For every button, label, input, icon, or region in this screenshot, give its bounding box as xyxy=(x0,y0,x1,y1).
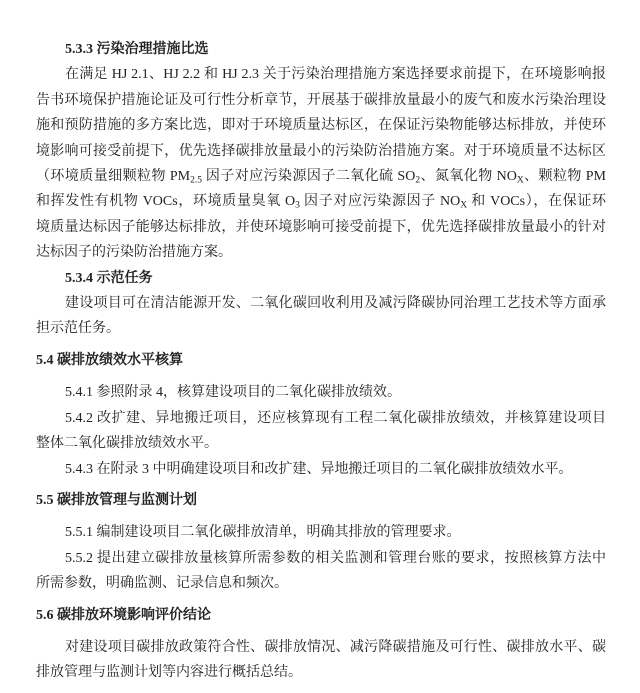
section-heading-5-3-3: 5.3.3 污染治理措施比选 xyxy=(65,42,209,57)
document-content xyxy=(36,37,606,686)
paragraph-line: 达标因子的污染防治措施方案。 xyxy=(36,245,232,261)
section-heading-5-4: 5.4 碳排放绩效水平核算 xyxy=(36,352,183,368)
chemical-subscript: 2 xyxy=(415,175,421,186)
text-segment: 和挥发性有机物 VOCs，环境质量臭氧 O xyxy=(36,194,296,210)
paragraph-line: 告书环境保护措施论证及可行性分析章节，开展基于碳排放量最小的废气和废水污染治理设 xyxy=(36,92,606,108)
paragraph-line-5-4-1: 5.4.1 参照附录 4，核算建设项目的二氧化碳排放绩效。 xyxy=(65,385,401,401)
paragraph-line: 境影响可接受前提下，优先选择碳排放量最小的污染防治措施方案。对于环境质量不达标区 xyxy=(36,143,606,159)
paragraph-line: 境质量达标因子能够达标排放，并使环境影响可接受前提下，优先选择碳排放量最小的针对 xyxy=(36,219,606,235)
paragraph-line: 对建设项目碳排放政策符合性、碳排放情况、减污降碳措施及可行性、碳排放水平、碳 xyxy=(65,639,606,655)
section-heading-5-6: 5.6 碳排放环境影响评价结论 xyxy=(36,607,211,623)
text-segment: 、颗粒物 PM xyxy=(523,169,607,185)
paragraph-line-5-4-3: 5.4.3 在附录 3 中明确建设项目和改扩建、异地搬迁项目的二氧化碳排放绩效水平。 xyxy=(65,461,573,477)
paragraph-line: 施和预防措施的多方案比选，即对于环境质量达标区，在保证污染物能够达标排放，并使环 xyxy=(36,118,606,134)
paragraph-line: 排放管理与监测计划等内容进行概括总结。 xyxy=(36,665,302,681)
paragraph-line-5-5-1: 5.5.1 编制建设项目二氧化碳排放清单，明确其排放的管理要求。 xyxy=(65,525,461,541)
chemical-subscript: X xyxy=(460,200,468,211)
text-segment: 因子对应污染源因子 NO xyxy=(299,194,461,210)
chemical-subscript: 3 xyxy=(295,200,300,211)
paragraph-line: 所需参数，明确监测、记录信息和频次。 xyxy=(36,576,288,592)
chemical-subscript: X xyxy=(516,175,524,186)
text-segment: 和 VOCs），在保证环 xyxy=(467,194,606,210)
text-segment: 因子对应污染源因子二氧化硫 SO xyxy=(201,169,416,185)
paragraph-line: 整体二氧化碳排放绩效水平。 xyxy=(36,436,218,452)
chemical-subscript: 2.5 xyxy=(190,175,202,186)
paragraph-line-5-5-2: 5.5.2 提出建立碳排放量核算所需参数的相关监测和管理台账的要求，按照核算方法中 xyxy=(65,550,606,566)
paragraph-line: 担示范任务。 xyxy=(36,321,120,337)
paragraph-line-5-4-2: 5.4.2 改扩建、异地搬迁项目，还应核算现有工程二氧化碳排放绩效，并核算建设项目 xyxy=(65,410,606,426)
section-heading-5-5: 5.5 碳排放管理与监测计划 xyxy=(36,492,197,508)
paragraph-line-pollutant-factors xyxy=(36,189,606,214)
text-segment: （环境质量细颗粒物 PM xyxy=(36,169,191,185)
text-segment: 、氮氧化物 NO xyxy=(420,169,517,185)
section-heading-5-3-4: 5.3.4 示范任务 xyxy=(65,270,153,286)
paragraph-line: 建设项目可在清洁能源开发、二氧化碳回收利用及减污降碳协同治理工艺技术等方面承 xyxy=(65,296,606,312)
paragraph-line-pollutant-factors xyxy=(36,164,606,189)
paragraph-line: 在满足 HJ 2.1、HJ 2.2 和 HJ 2.3 关于污染治理措施方案选择要求前提下，在环境影响报 xyxy=(65,67,606,83)
